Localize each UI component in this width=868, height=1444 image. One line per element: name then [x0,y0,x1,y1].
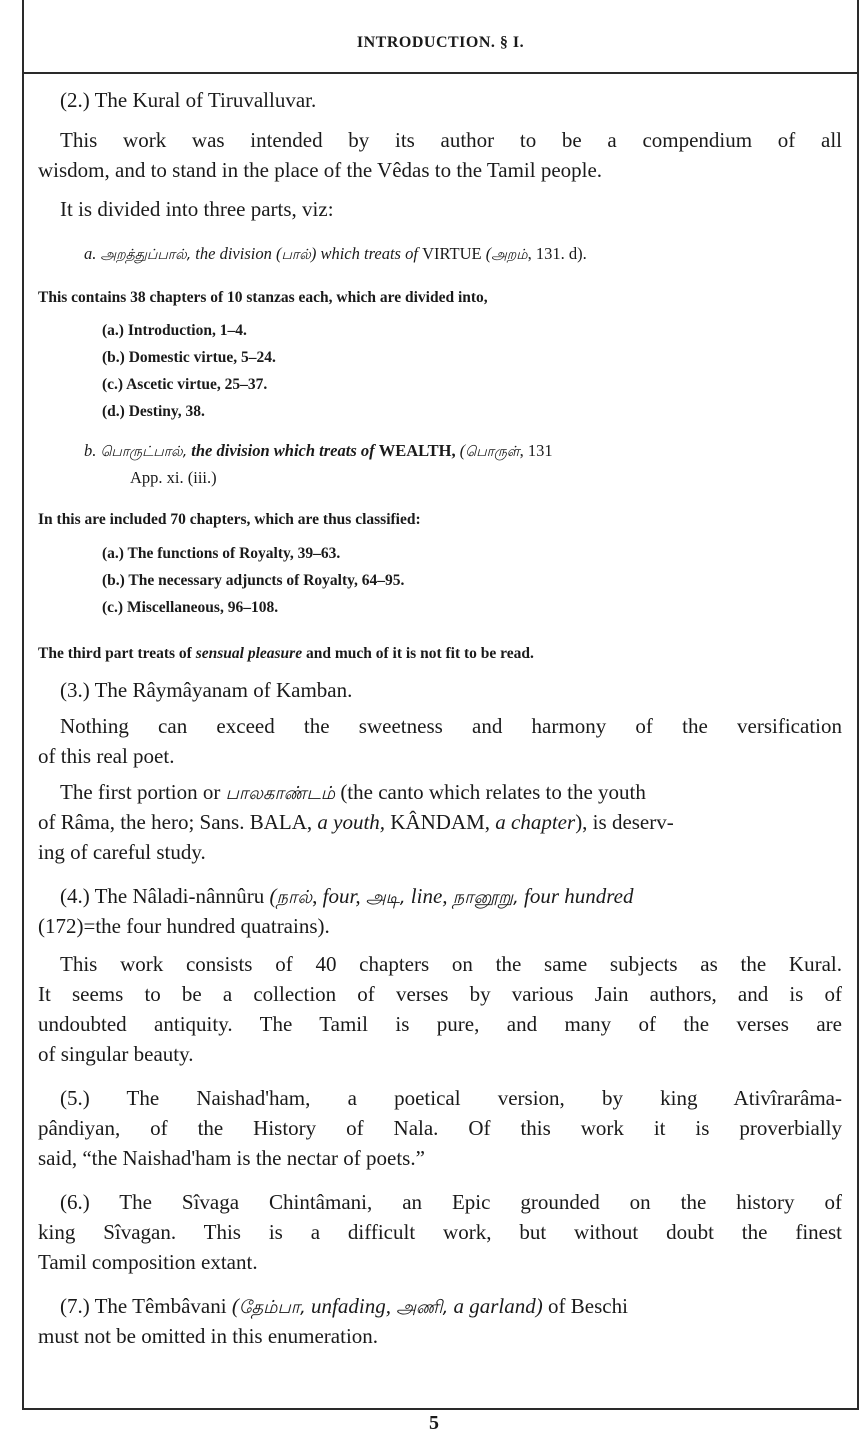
part-a-contains: This contains 38 chapters of 10 stanzas each, which are divided into, [38,289,488,306]
naishadham-line: pândiyan, of the History of Nala. Of this work it is proverbially [38,1116,842,1140]
list-item: (d.) Destiny, 38. [102,403,205,420]
footer-rule [22,1408,859,1410]
naishadham-line: said, “the Naishad'ham is the nectar of poets.” [38,1146,425,1170]
naladi-line: This work consists of 40 chapters on the same subjects as the Kural. [60,952,842,976]
ramayanam-line: of Râma, the hero; Sans. BALA, a youth, KÂNDAM, a chapter), is deserv- [38,810,674,834]
list-item: (a.) The functions of Royalty, 39–63. [102,545,341,562]
ramayanam-heading: (3.) The Râymâyanam of Kamban. [60,678,353,702]
sivaga-line: (6.) The Sîvaga Chintâmani, an Epic grounded on the history of [60,1190,842,1214]
tembavani-line: (7.) The Têmbâvani (தேம்பா, unfading, அணி, a garland) of Beschi [60,1294,628,1318]
tembavani-line: must not be omitted in this enumeration. [38,1324,379,1348]
kural-line: wisdom, and to stand in the place of the Vêdas to the Tamil people. [38,158,603,182]
kural-divided: It is divided into three parts, viz: [60,197,334,221]
naladi-line: It seems to be a collection of verses by various Jain authors, and is of [38,982,842,1006]
list-item: (b.) Domestic virtue, 5–24. [102,349,276,366]
ramayanam-line: Nothing can exceed the sweetness and harmony of the versification [60,714,842,738]
naladi-line: (172)=the four hundred quatrains). [38,914,330,938]
kural-line: This work was intended by its author to be a compendium of all [60,128,842,152]
header-rule [22,72,859,74]
sivaga-line: Tamil composition extant. [38,1250,258,1274]
part-b-ref: App. xi. (iii.) [130,468,217,487]
list-item: (a.) Introduction, 1–4. [102,322,247,339]
sivaga-line: king Sîvagan. This is a difficult work, but without doubt the finest [38,1220,842,1244]
naladi-line: of singular beauty. [38,1042,194,1066]
list-item: (c.) Ascetic virtue, 25–37. [102,376,268,393]
part-a: a. அறத்துப்பால், the division (பால்) which treats of VIRTUE (அறம், 131. d). [84,244,587,263]
part-b-contains: In this are included 70 chapters, which are thus classified: [38,511,421,528]
kural-heading: (2.) The Kural of Tiruvalluvar. [60,88,317,112]
naishadham-line: (5.) The Naishad'ham, a poetical version, by king Ativîrarâma- [60,1086,842,1110]
border-left [22,0,24,1410]
page-number: 5 [429,1412,439,1434]
list-item: (b.) The necessary adjuncts of Royalty, 64–95. [102,572,405,589]
ramayanam-line: ing of careful study. [38,840,206,864]
naladi-heading: (4.) The Nâladi-nânnûru (நால், four, அடி, line, நானூறு, four hundred [60,884,634,908]
naladi-line: undoubted antiquity. The Tamil is pure, and many of the verses are [38,1012,842,1036]
third-part: The third part treats of sensual pleasure and much of it is not fit to be read. [38,645,534,662]
list-item: (c.) Miscellaneous, 96–108. [102,599,279,616]
running-header: INTRODUCTION. § I. [356,34,525,51]
ramayanam-line: of this real poet. [38,744,175,768]
part-b: b. பொருட்பால், the division which treats of WEALTH, (பொருள், 131 [84,441,553,460]
ramayanam-line: The first portion or பாலகாண்டம் (the canto which relates to the youth [60,780,646,804]
border-right [857,0,859,1410]
